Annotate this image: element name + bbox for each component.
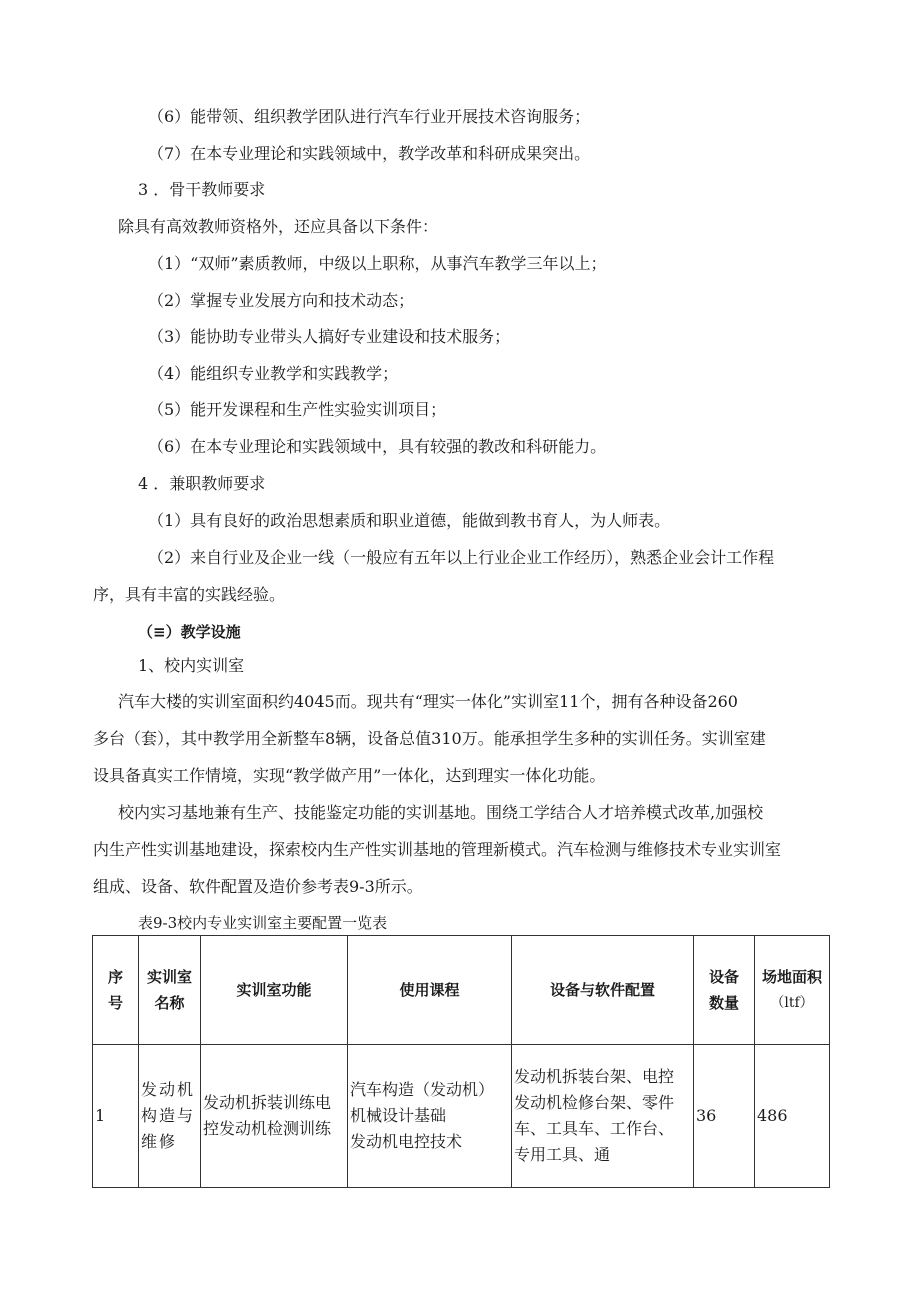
paragraph-parttime-req-2b: 序，具有丰富的实践经验。 <box>93 585 286 604</box>
paragraph-labs-1c: 设具备真实工作情境，实现“教学做产用”一体化，达到理实一体化功能。 <box>93 766 606 785</box>
cell-lab-name: 发动机 构造与 维修 <box>139 1045 201 1188</box>
paragraph-core-req-2: （2）掌握专业发展方向和技术动态； <box>148 291 415 310</box>
table-row <box>93 1045 830 1188</box>
header-seq: 序 号 <box>93 936 139 1045</box>
table-caption: 表9-3校内专业实训室主要配置一览表 <box>138 914 388 932</box>
table-header-row <box>93 936 830 1045</box>
section-heading-core-teachers: 3 ．骨干教师要求 <box>138 180 266 199</box>
paragraph-core-req-1: （1）“双师”素质教师，中级以上职称，从事汽车教学三年以上； <box>148 254 607 273</box>
paragraph-core-intro: 除具有高效教师资格外，还应具备以下条件： <box>118 217 439 236</box>
paragraph-core-req-4: （4）能组织专业教学和实践教学； <box>148 364 399 383</box>
lab-config-table <box>92 935 830 1188</box>
header-lab-name: 实训室 名称 <box>139 936 201 1045</box>
header-equipment: 设备与软件配置 <box>512 936 694 1045</box>
header-area: 场地面积 （ltf） <box>755 936 830 1045</box>
paragraph-core-req-3: （3）能协助专业带头人搞好专业建设和技术服务； <box>148 327 511 346</box>
paragraph-parttime-req-1: （1）具有良好的政治思想素质和职业道德，能做到教书育人，为人师表。 <box>148 511 671 530</box>
paragraph-core-req-5: （5）能开发课程和生产性实验实训项目； <box>148 400 447 419</box>
cell-courses: 汽车构造（发动机） 机械设计基础 发动机电控技术 <box>348 1045 512 1188</box>
paragraph-labs-1a: 汽车大楼的实训室面积约4045而。现共有“理实一体化”实训室11个，拥有各种设备260 <box>118 692 738 711</box>
header-lab-function: 实训室功能 <box>201 936 348 1045</box>
paragraph-parttime-req-2a: （2）来自行业及企业一线（一般应有五年以上行业企业工作经历），熟悉企业会计工作程 <box>148 548 775 567</box>
subheading-campus-labs: 1、校内实训室 <box>138 656 245 675</box>
cell-area: 486 <box>755 1045 830 1188</box>
header-quantity: 设备 数量 <box>694 936 755 1045</box>
paragraph-labs-2a: 校内实习基地兼有生产、技能鉴定功能的实训基地。围绕工学结合人才培养模式改革,加强校 <box>118 803 764 822</box>
cell-quantity: 36 <box>694 1045 755 1188</box>
cell-lab-function: 发动机拆装训练电 控发动机检测训练 <box>201 1045 348 1188</box>
section-heading-teaching-facilities: （≡）教学设施 <box>138 623 241 641</box>
paragraph-labs-1b: 多台（套），其中教学用全新整车8辆，设备总值310万。能承担学生多种的实训任务。实训室建 <box>93 729 766 748</box>
paragraph-leader-req-6: （6）能带领、组织教学团队进行汽车行业开展技术咨询服务； <box>148 107 591 126</box>
paragraph-leader-req-7: （7）在本专业理论和实践领域中，教学改革和科研成果突出。 <box>148 144 591 163</box>
header-courses: 使用课程 <box>348 936 512 1045</box>
paragraph-labs-2c: 组成、设备、软件配置及造价参考表9-3所示。 <box>93 877 423 896</box>
cell-equipment: 发动机拆装台架、电控 发动机检修台架、零件 车、工具车、工作台、 专用工具、通 <box>512 1045 694 1188</box>
paragraph-core-req-6: （6）在本专业理论和实践领域中，具有较强的教改和科研能力。 <box>148 437 607 456</box>
section-heading-parttime-teachers: 4 ．兼职教师要求 <box>138 474 266 493</box>
paragraph-labs-2b: 内生产性实训基地建设，探索校内生产性实训基地的管理新模式。汽车检测与维修技术专业实训室 <box>93 840 782 859</box>
cell-seq: 1 <box>93 1045 139 1188</box>
